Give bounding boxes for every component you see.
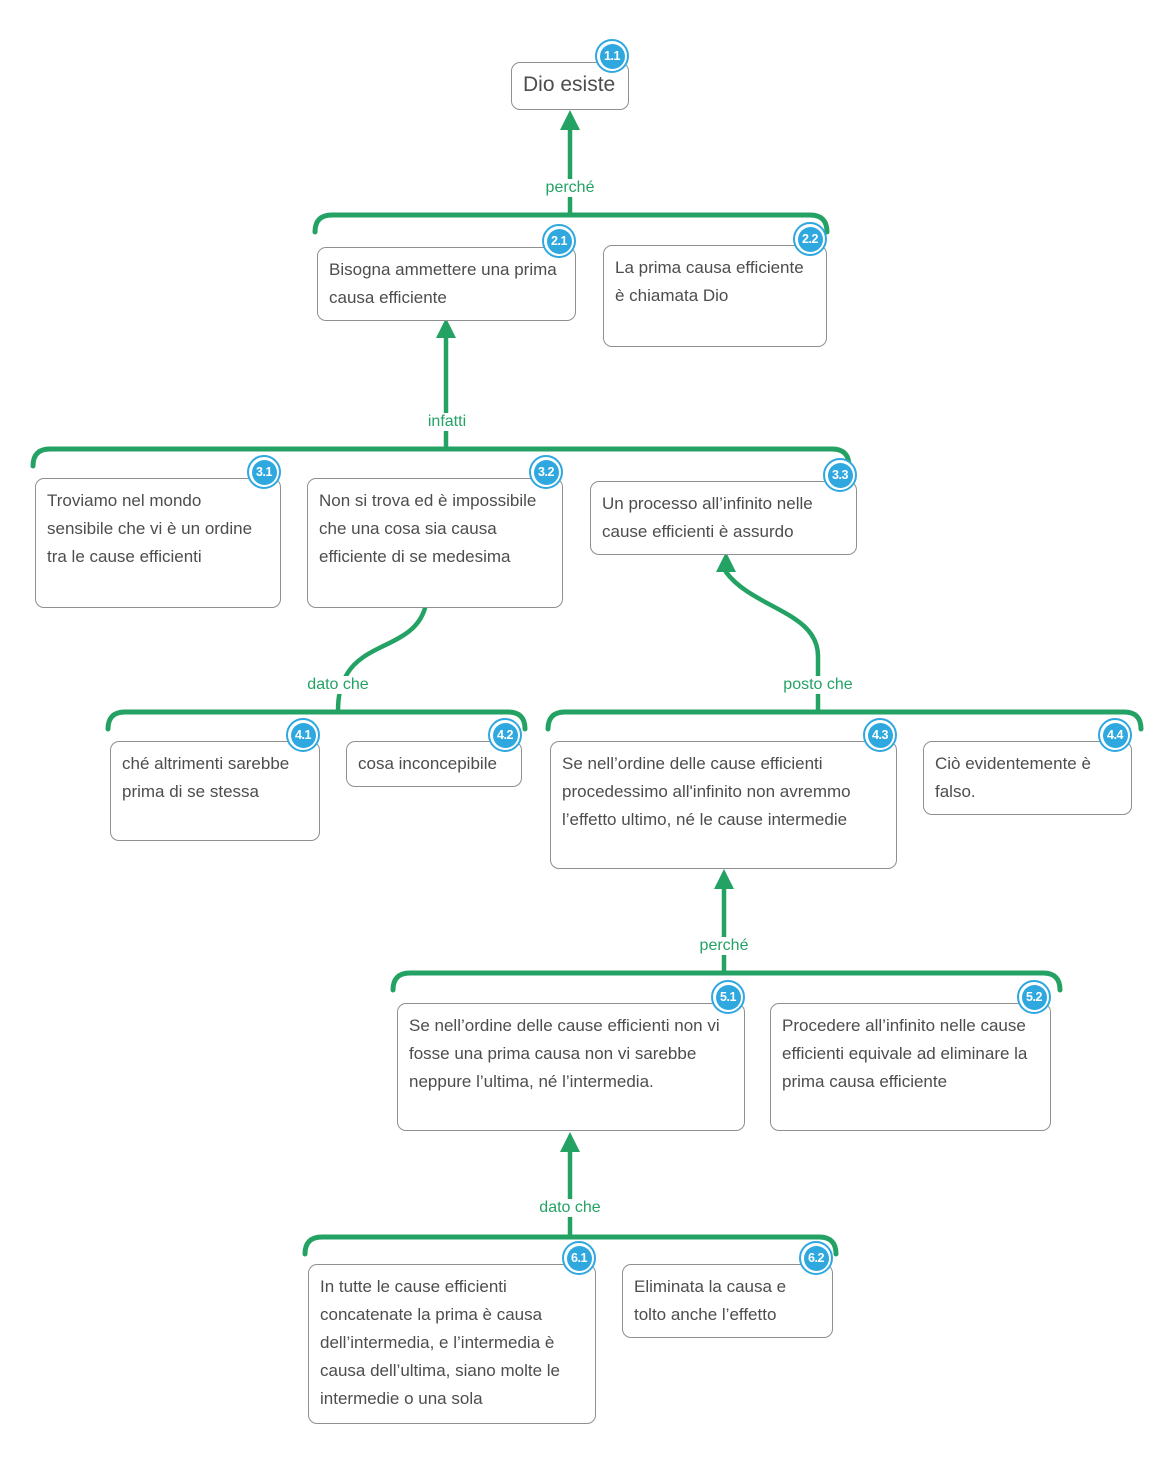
- arrowhead-to-1-1: [560, 110, 580, 130]
- claim-box-6-2[interactable]: [622, 1251, 833, 1338]
- badge-3-3: 3.3: [823, 458, 857, 492]
- edge-label-infatti: infatti: [424, 413, 470, 431]
- edge-label-posto-che: posto che: [779, 676, 856, 694]
- claim-text-6-2: Eliminata la causa e tolto anche l’effetto: [634, 1277, 787, 1324]
- edge-label-perche-2: perché: [696, 937, 753, 955]
- curve-from-3-2: [338, 608, 425, 712]
- claim-text-5-2: Procedere all’infinito nelle cause efficienti equivale ad eliminare la prima causa efficiente: [782, 1016, 1028, 1091]
- claim-text-2-2: La prima causa efficiente è chiamata Dio: [615, 258, 804, 305]
- badge-4-2: 4.2: [488, 718, 522, 752]
- edge-label-dato-che-1: dato che: [303, 676, 372, 694]
- badge-5-1: 5.1: [711, 980, 745, 1014]
- badge-3-1: 3.1: [247, 455, 281, 489]
- claim-box-3-3[interactable]: [590, 468, 857, 555]
- arrowhead-to-5-1: [560, 1132, 580, 1152]
- claim-text-4-3: Se nell’ordine delle cause efficienti procedessimo all'infinito non avremmo l’effetto ultimo, né le cause intermedie: [562, 754, 851, 829]
- claim-box-4-1[interactable]: [110, 728, 320, 841]
- claim-text-4-2: cosa inconcepibile: [358, 754, 497, 773]
- claim-text-3-1: Troviamo nel mondo sensibile che vi è un ordine tra le cause efficienti: [47, 491, 253, 566]
- claim-box-4-4[interactable]: [923, 728, 1132, 815]
- badge-3-2: 3.2: [529, 455, 563, 489]
- claim-text-4-1: ché altrimenti sarebbe prima di se stessa: [122, 754, 290, 801]
- badge-6-2: 6.2: [799, 1241, 833, 1275]
- claim-box-5-2[interactable]: [770, 990, 1051, 1131]
- claim-text-3-3: Un processo all’infinito nelle cause efficienti è assurdo: [602, 494, 813, 541]
- badge-2-1: 2.1: [542, 224, 576, 258]
- badge-4-1: 4.1: [286, 718, 320, 752]
- claim-text-5-1: Se nell’ordine delle cause efficienti non vi fosse una prima causa non vi sarebbe neppure l’ultima, né l’intermedia.: [409, 1016, 720, 1091]
- claim-text-2-1: Bisogna ammettere una prima causa efficiente: [329, 260, 557, 307]
- claim-box-2-2[interactable]: [603, 232, 827, 347]
- badge-5-2: 5.2: [1017, 980, 1051, 1014]
- bracket-group-4b: [548, 712, 1141, 729]
- claim-box-3-2[interactable]: [307, 465, 563, 608]
- claim-box-5-1[interactable]: [397, 990, 745, 1131]
- bracket-group-3: [33, 449, 849, 466]
- claim-box-2-1[interactable]: [317, 234, 576, 321]
- claim-text-1-1: Dio esiste: [523, 73, 616, 96]
- edge-label-perche-1: perché: [542, 179, 599, 197]
- arrowhead-to-3-3: [716, 552, 736, 572]
- claim-box-6-1[interactable]: [308, 1251, 596, 1424]
- claim-text-4-4: Ciò evidentemente è falso.: [935, 754, 1091, 801]
- arrowhead-to-4-3: [714, 869, 734, 889]
- badge-4-3: 4.3: [863, 718, 897, 752]
- claim-text-6-1: In tutte le cause efficienti concatenate la prima è causa dell’intermedia, e l’intermedia è causa dell’ultima, siano molte le intermedie o una sola: [320, 1277, 561, 1408]
- claim-text-3-2: Non si trova ed è impossibile che una cosa sia causa efficiente di se medesima: [319, 491, 537, 566]
- claim-box-4-2[interactable]: [346, 728, 522, 787]
- badge-1-1: 1.1: [595, 39, 629, 73]
- edge-label-dato-che-2: dato che: [535, 1199, 604, 1217]
- claim-box-1-1[interactable]: [511, 49, 629, 110]
- badge-6-1: 6.1: [562, 1241, 596, 1275]
- arrowhead-to-2-1: [436, 318, 456, 338]
- claim-box-3-1[interactable]: [35, 465, 281, 608]
- claim-box-4-3[interactable]: [550, 728, 897, 869]
- badge-4-4: 4.4: [1098, 718, 1132, 752]
- badge-2-2: 2.2: [793, 222, 827, 256]
